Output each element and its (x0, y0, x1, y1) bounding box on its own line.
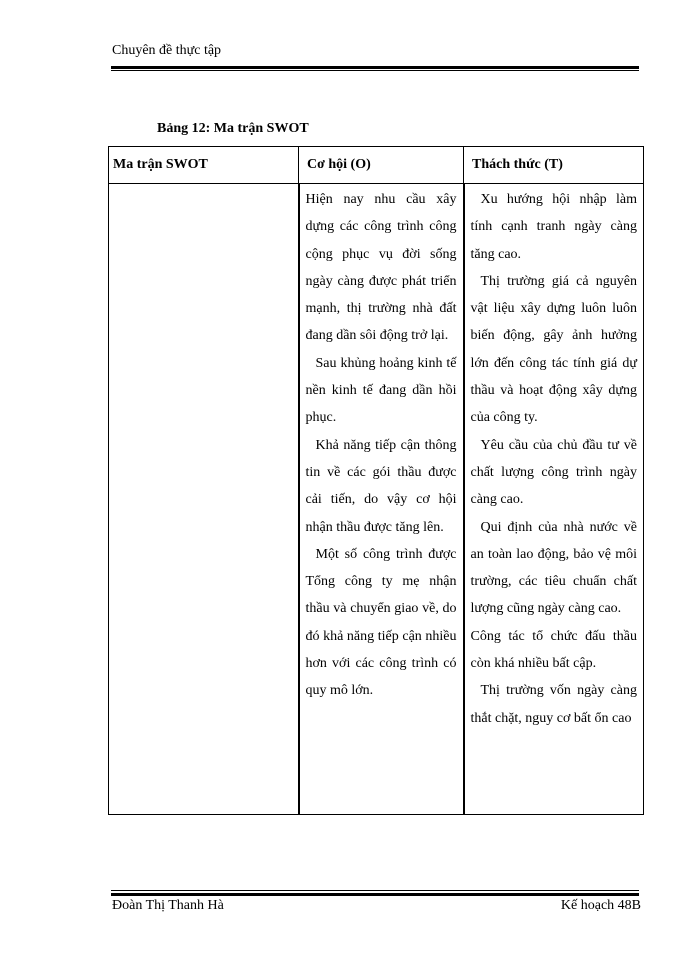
threat-item: Công tác tổ chức đấu thầu còn khá nhiều bất cập. (470, 628, 637, 672)
threat-item: Qui định của nhà nước về an toàn lao động, bảo vệ môi trường, các tiêu chuẩn chất lượng cũng ngày càng cao. (470, 519, 637, 617)
opportunity-item: Hiện nay nhu cầu xây dựng các công trình công cộng phục vụ đời sống ngày càng được phát triển mạnh, thị trường nhà đất đang dần sôi động trở lại. (305, 192, 457, 344)
header-rule-thick (111, 66, 639, 69)
table-body-row (109, 184, 644, 815)
cell-threats (464, 184, 644, 815)
opportunity-item: Khả năng tiếp cận thông tin về các gói thầu được cải tiến, do vậy cơ hội nhận thầu được tăng lên. (305, 437, 457, 535)
table-header-row (109, 147, 644, 184)
opportunity-item: Một số công trình được Tổng công ty mẹ nhận thầu và chuyển giao về, do đó khả năng tiếp cận nhiều hơn với các công trình có quy mô lớn. (305, 546, 457, 699)
footer-author: Đoàn Thị Thanh Hà (112, 898, 224, 913)
header-opportunities: Cơ hội (O) (299, 147, 464, 184)
swot-table (108, 146, 644, 815)
opportunity-item: Sau khủng hoảng kinh tế nền kinh tế đang dần hồi phục. (305, 355, 457, 426)
header-rule-thin (111, 70, 639, 71)
threat-item: Thị trường vốn ngày càng thắt chặt, nguy cơ bất ổn cao (470, 683, 637, 726)
threat-item: Yêu cầu của chủ đầu tư về chất lượng công trình ngày càng cao. (470, 437, 637, 508)
table-caption: Bảng 12: Ma trận SWOT (157, 121, 309, 136)
footer-rule-thick (111, 893, 639, 896)
header-swot: Ma trận SWOT (109, 147, 299, 184)
cell-empty (109, 184, 299, 815)
header-threats: Thách thức (T) (464, 147, 644, 184)
cell-opportunities (299, 184, 464, 815)
threat-item: Thị trường giá cả nguyên vật liệu xây dựng luôn luôn biến động, gây ảnh hưởng lớn đến công tác tính giá dự thầu và hoạt động xây dựng của công ty. (470, 273, 637, 426)
footer-rule-thin (111, 890, 639, 891)
threat-item: Xu hướng hội nhập làm tính cạnh tranh ngày càng tăng cao. (470, 192, 637, 262)
running-header: Chuyên đề thực tập (112, 43, 222, 58)
footer-class: Kế hoạch 48B (560, 898, 641, 913)
